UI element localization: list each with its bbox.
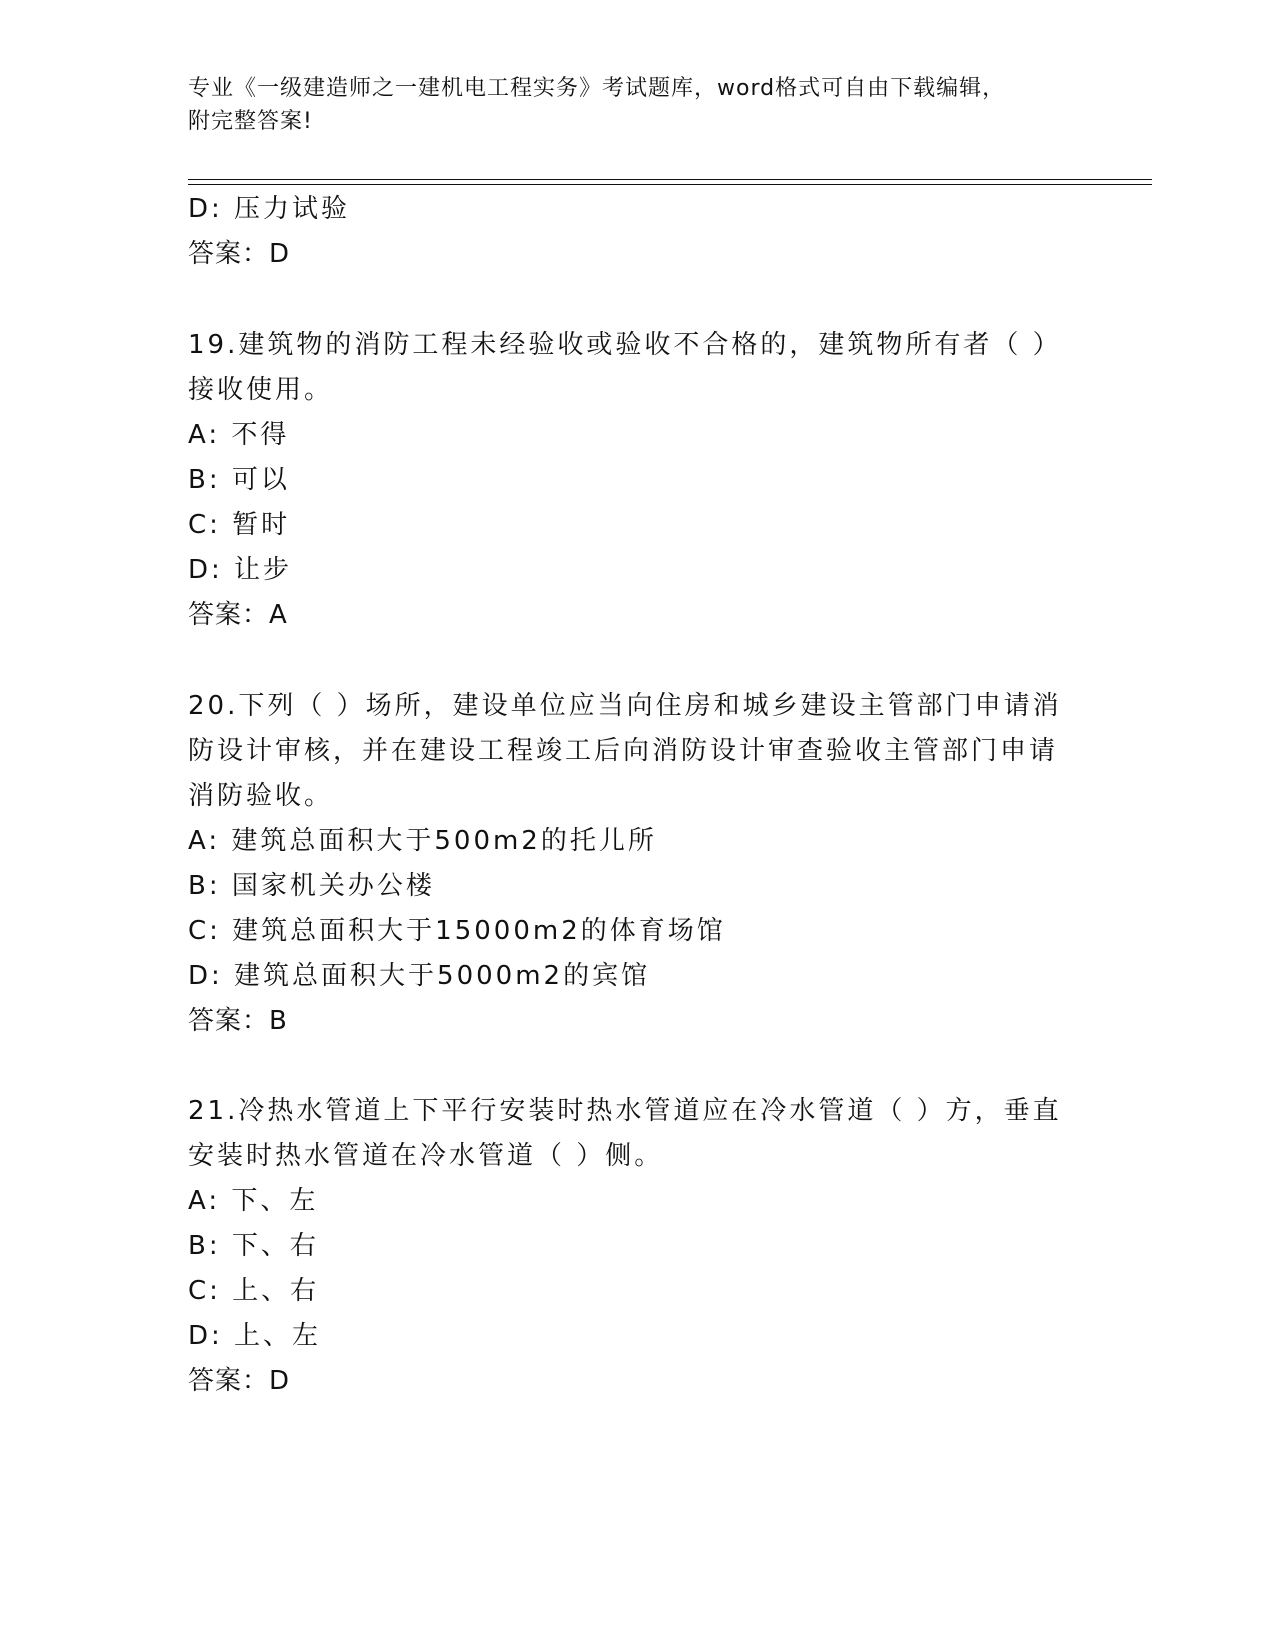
q21-stem-line-2: 安装时热水管道在冷水管道（ ）侧。 — [188, 1141, 664, 1171]
q19-option-a: A: 不得 — [188, 420, 290, 450]
q20-stem-line-2: 防设计审核，并在建设工程竣工后向消防设计审查验收主管部门申请 — [188, 736, 1059, 766]
q20-option-a: A: 建筑总面积大于500m2的托儿所 — [188, 826, 657, 856]
q19-option-d: D: 让步 — [188, 555, 293, 585]
q19-answer: 答案：A — [188, 600, 288, 630]
q20-option-d: D: 建筑总面积大于5000m2的宾馆 — [188, 961, 651, 991]
header-divider-top — [188, 179, 1152, 180]
prev-answer: 答案：D — [188, 239, 291, 269]
q20-stem-line-1: 20.下列（ ）场所，建设单位应当向住房和城乡建设主管部门申请消 — [188, 691, 1062, 721]
q19-option-b: B: 可以 — [188, 465, 290, 495]
prev-option-d: D: 压力试验 — [188, 194, 351, 224]
q20-stem-line-3: 消防验收。 — [188, 781, 334, 811]
document-header — [188, 72, 1088, 138]
q21-answer: 答案：D — [188, 1366, 291, 1396]
q21-option-b: B: 下、右 — [188, 1231, 319, 1261]
q21-stem-line-1: 21.冷热水管道上下平行安装时热水管道应在冷水管道（ ）方，垂直 — [188, 1096, 1062, 1126]
header-line-1: 专业《一级建造师之一建机电工程实务》考试题库，word格式可自由下载编辑， — [188, 76, 1006, 101]
q19-stem-line-1: 19.建筑物的消防工程未经验收或验收不合格的，建筑物所有者（ ） — [188, 330, 1062, 360]
q20-option-b: B: 国家机关办公楼 — [188, 871, 435, 901]
header-divider-bottom — [188, 184, 1152, 185]
header-line-2: 附完整答案! — [188, 109, 313, 134]
q19-option-c: C: 暂时 — [188, 510, 291, 540]
q20-answer: 答案：B — [188, 1006, 288, 1036]
q21-option-a: A: 下、左 — [188, 1186, 319, 1216]
q21-option-c: C: 上、右 — [188, 1276, 320, 1306]
q21-option-d: D: 上、左 — [188, 1321, 322, 1351]
q20-option-c: C: 建筑总面积大于15000m2的体育场馆 — [188, 916, 726, 946]
q19-stem-line-2: 接收使用。 — [188, 375, 334, 405]
